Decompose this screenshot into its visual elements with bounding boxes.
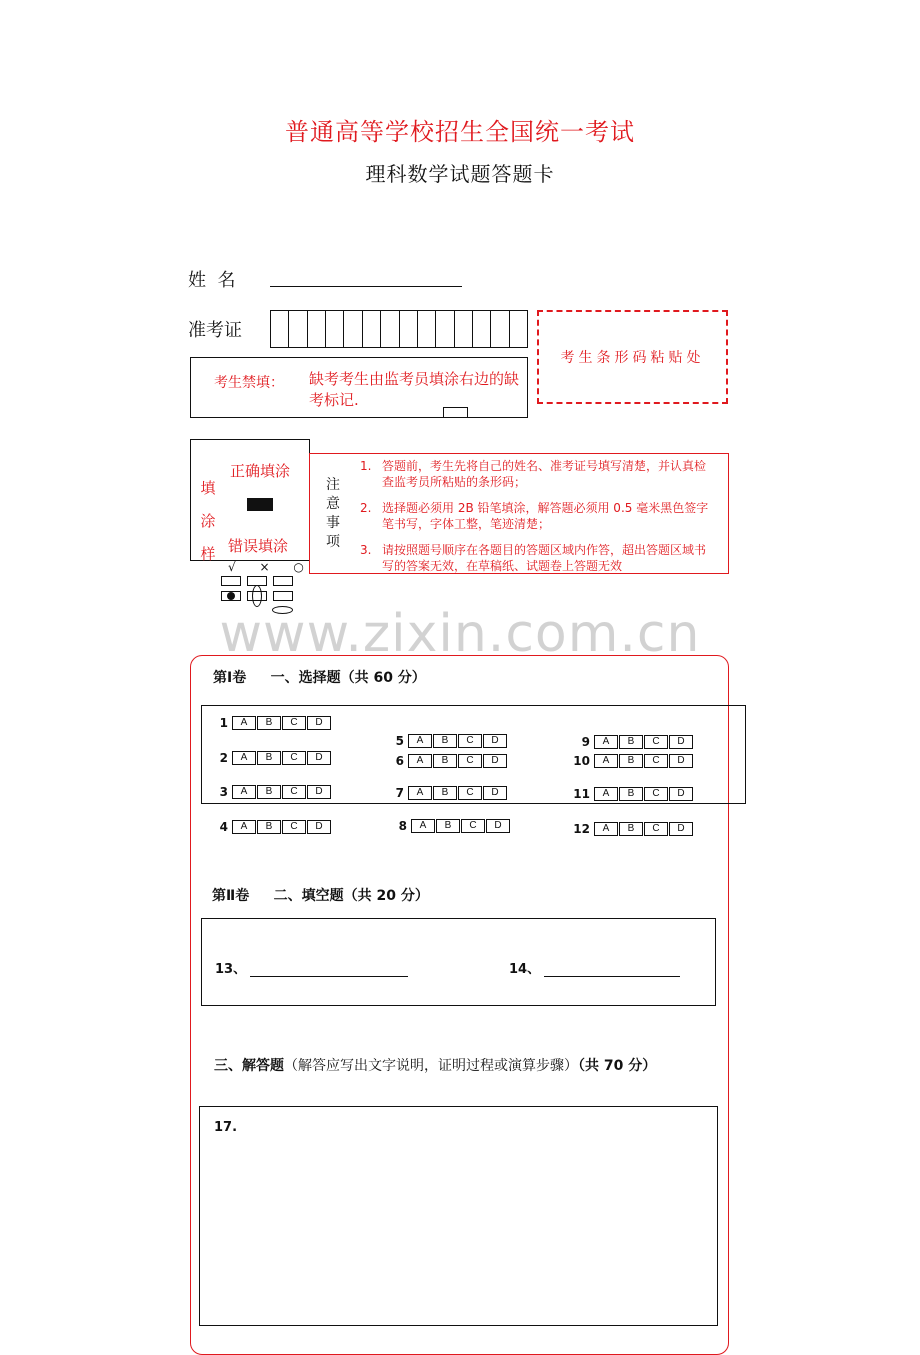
barcode-label: 考生条形码粘贴处 — [560, 350, 705, 366]
question-5 — [384, 734, 508, 748]
option-b-bubble[interactable]: B — [433, 786, 457, 800]
section3-heading — [214, 1055, 656, 1075]
question-13 — [215, 958, 408, 977]
option-d-bubble[interactable]: D — [483, 754, 507, 768]
option-a-bubble[interactable]: A — [594, 754, 618, 768]
question-10 — [570, 754, 694, 768]
absent-instructions: 缺考考生由监考员填涂右边的缺考标记. — [309, 370, 520, 409]
exam-title: 普通高等学校招生全国统一考试 — [285, 118, 635, 146]
option-d-bubble[interactable]: D — [486, 819, 510, 833]
note-item — [360, 500, 716, 532]
question-number: 11 — [573, 787, 590, 801]
option-c-bubble[interactable]: C — [644, 822, 668, 836]
option-d-bubble[interactable]: D — [669, 787, 693, 801]
option-a-bubble[interactable]: A — [408, 734, 432, 748]
question-number: 10 — [573, 754, 590, 768]
section3-points: （共 70 分） — [578, 1058, 657, 1074]
question-8 — [387, 819, 511, 833]
fill-sample-side-label: 填涂样 — [200, 479, 216, 563]
question-number: 9 — [581, 735, 590, 749]
id-digit-cell[interactable] — [363, 311, 381, 347]
watermark: www.zixin.com.cn — [219, 604, 701, 664]
question-12 — [570, 822, 694, 836]
option-a-bubble[interactable]: A — [232, 751, 256, 765]
id-digit-cell[interactable] — [271, 311, 289, 347]
question-number: 12 — [573, 822, 590, 836]
option-c-bubble[interactable]: C — [644, 787, 668, 801]
option-c-bubble[interactable]: C — [644, 754, 668, 768]
note-item — [360, 542, 716, 574]
question-number: 3 — [219, 785, 228, 799]
correct-fill-example — [247, 498, 273, 511]
option-c-bubble[interactable]: C — [458, 754, 482, 768]
option-d-bubble[interactable]: D — [307, 820, 331, 834]
wrong-fill-marks: √ × ○ — [228, 560, 314, 574]
option-a-bubble[interactable]: A — [411, 819, 435, 833]
option-b-bubble[interactable]: B — [433, 734, 457, 748]
id-digit-cell[interactable] — [455, 311, 473, 347]
option-c-bubble[interactable]: C — [461, 819, 485, 833]
note-text: 请按照题号顺序在各题目的答题区域内作答，超出答题区域书写的答案无效，在草稿纸、试题卷上答题无效 — [382, 543, 707, 573]
option-c-bubble[interactable]: C — [458, 734, 482, 748]
section3-note: （解答应写出文字说明，证明过程或演算步骤） — [284, 1058, 578, 1074]
section3-label: 三、解答题 — [214, 1058, 284, 1074]
option-b-bubble[interactable]: B — [619, 822, 643, 836]
id-digit-cell[interactable] — [344, 311, 362, 347]
option-c-bubble[interactable]: C — [282, 820, 306, 834]
id-digit-cell[interactable] — [308, 311, 326, 347]
option-b-bubble[interactable]: B — [257, 716, 281, 730]
question-number: 1 — [219, 716, 228, 730]
option-d-bubble[interactable]: D — [307, 751, 331, 765]
id-number-grid[interactable] — [270, 310, 528, 348]
answer-13-line[interactable] — [250, 962, 408, 977]
question-14 — [509, 958, 680, 977]
section2-heading: 第Ⅱ卷 二、填空题（共 20 分） — [212, 888, 429, 904]
id-digit-cell[interactable] — [491, 311, 509, 347]
option-a-bubble[interactable]: A — [232, 716, 256, 730]
section1-heading: 第Ⅰ卷 一、选择题（共 60 分） — [213, 670, 426, 686]
question-number: 14、 — [509, 962, 541, 977]
option-a-bubble[interactable]: A — [408, 754, 432, 768]
exam-subtitle: 理科数学试题答题卡 — [365, 162, 555, 186]
question-11 — [570, 787, 694, 801]
note-number: 3. — [360, 543, 372, 557]
question-number: 2 — [219, 751, 228, 765]
option-d-bubble[interactable]: D — [483, 786, 507, 800]
notes-heading: 注意事项 — [326, 477, 340, 550]
question-6 — [384, 754, 508, 768]
option-d-bubble[interactable]: D — [669, 822, 693, 836]
name-field[interactable] — [270, 285, 462, 287]
option-b-bubble[interactable]: B — [257, 751, 281, 765]
absent-mark-box[interactable] — [443, 407, 468, 418]
note-text: 答题前，考生先将自己的姓名、准考证号填写清楚，并认真检查监考员所粘贴的条形码； — [382, 459, 707, 489]
wrong-fill-example — [273, 591, 293, 601]
absent-label: 考生禁填： — [214, 375, 284, 391]
answer-14-line[interactable] — [544, 962, 680, 977]
id-digit-cell[interactable] — [436, 311, 454, 347]
option-b-bubble[interactable]: B — [619, 787, 643, 801]
option-d-bubble[interactable]: D — [669, 735, 693, 749]
option-d-bubble[interactable]: D — [307, 785, 331, 799]
option-b-bubble[interactable]: B — [257, 785, 281, 799]
id-digit-cell[interactable] — [289, 311, 307, 347]
notes-clip — [309, 453, 729, 574]
option-b-bubble[interactable]: B — [257, 820, 281, 834]
option-b-bubble[interactable]: B — [433, 754, 457, 768]
option-d-bubble[interactable]: D — [669, 754, 693, 768]
question-number: 5 — [395, 734, 404, 748]
option-c-bubble[interactable]: C — [282, 785, 306, 799]
option-a-bubble[interactable]: A — [408, 786, 432, 800]
option-d-bubble[interactable]: D — [307, 716, 331, 730]
id-digit-cell[interactable] — [400, 311, 418, 347]
option-b-bubble[interactable]: B — [436, 819, 460, 833]
answer-17-box[interactable] — [199, 1106, 718, 1326]
option-c-bubble[interactable]: C — [282, 751, 306, 765]
note-text: 选择题必须用 2B 铅笔填涂，解答题必须用 0.5 毫米黑色签字笔书写，字体工整，笔迹清楚； — [382, 501, 709, 531]
notes-list — [360, 458, 716, 574]
option-a-bubble[interactable]: A — [594, 735, 618, 749]
wrong-fill-example — [221, 576, 241, 586]
note-number: 2. — [360, 501, 372, 515]
option-c-bubble[interactable]: C — [458, 786, 482, 800]
id-digit-cell[interactable] — [473, 311, 491, 347]
wrong-fill-example — [273, 576, 293, 586]
option-b-bubble[interactable]: B — [619, 735, 643, 749]
option-d-bubble[interactable]: D — [483, 734, 507, 748]
correct-fill-label: 正确填涂 — [230, 462, 291, 480]
question-1 — [208, 716, 332, 730]
question-17-number: 17. — [214, 1120, 238, 1135]
name-label: 姓 名 — [188, 270, 236, 291]
option-a-bubble[interactable]: A — [232, 785, 256, 799]
id-label: 准考证 — [188, 320, 242, 341]
id-digit-cell[interactable] — [381, 311, 399, 347]
dot-mark-icon — [227, 592, 235, 600]
question-number: 8 — [398, 819, 407, 833]
id-digit-cell[interactable] — [510, 311, 527, 347]
question-2 — [208, 751, 332, 765]
question-number: 6 — [395, 754, 404, 768]
option-c-bubble[interactable]: C — [644, 735, 668, 749]
question-number: 4 — [219, 820, 228, 834]
option-c-bubble[interactable]: C — [282, 716, 306, 730]
question-number: 13、 — [215, 962, 247, 977]
note-number: 1. — [360, 459, 372, 473]
option-a-bubble[interactable]: A — [594, 787, 618, 801]
option-a-bubble[interactable]: A — [232, 820, 256, 834]
wrong-fill-label: 错误填涂 — [228, 537, 289, 555]
barcode-area — [537, 310, 728, 404]
id-digit-cell[interactable] — [326, 311, 344, 347]
option-a-bubble[interactable]: A — [594, 822, 618, 836]
id-digit-cell[interactable] — [418, 311, 436, 347]
question-number: 7 — [395, 786, 404, 800]
option-b-bubble[interactable]: B — [619, 754, 643, 768]
question-4 — [208, 820, 332, 834]
question-9 — [570, 735, 694, 749]
question-3 — [208, 785, 332, 799]
question-7 — [384, 786, 508, 800]
note-item — [360, 458, 716, 490]
